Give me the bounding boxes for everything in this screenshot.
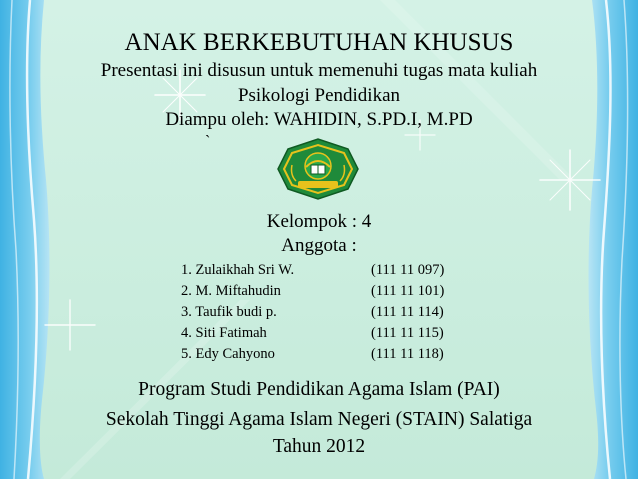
program-year: Tahun 2012 [272,436,366,457]
list-item [181,304,481,324]
stray-mark: ` [205,133,211,150]
slide-subtitle-line-1: Presentasi ini disusun untuk memenuhi tugas mata kuliah [100,60,538,81]
slide-title: ANAK BERKEBUTUHAN KHUSUS [124,29,514,56]
member-id: (111 11 118) [371,346,444,362]
stain-salatiga-emblem-icon [270,137,366,201]
slide-subtitle-line-2: Psikologi Pendidikan [237,85,401,106]
lecturer-line: Diampu oleh: WAHIDIN, S.PD.I, M.PD [165,109,473,130]
member-id: (111 11 101) [371,283,445,299]
group-label: Kelompok : 4 [266,211,372,232]
program-line-2: Sekolah Tinggi Agama Islam Negeri (STAIN) Salatiga [105,409,533,430]
member-name: 4. Siti Fatimah [181,325,267,341]
list-item [181,283,481,303]
member-name: 2. M. Miftahudin [181,283,281,299]
member-id: (111 11 097) [371,262,445,278]
member-name: 1. Zulaikhah Sri W. [181,262,295,278]
member-id: (111 11 115) [371,325,444,341]
program-line-1: Program Studi Pendidikan Agama Islam (PAI) [138,379,500,400]
member-id: (111 11 114) [371,304,444,320]
list-item [181,325,481,345]
members-label: Anggota : [281,235,357,256]
member-name: 3. Taufik budi p. [181,304,277,320]
list-item [181,262,481,282]
list-item [181,346,481,366]
member-name: 5. Edy Cahyono [181,346,275,362]
